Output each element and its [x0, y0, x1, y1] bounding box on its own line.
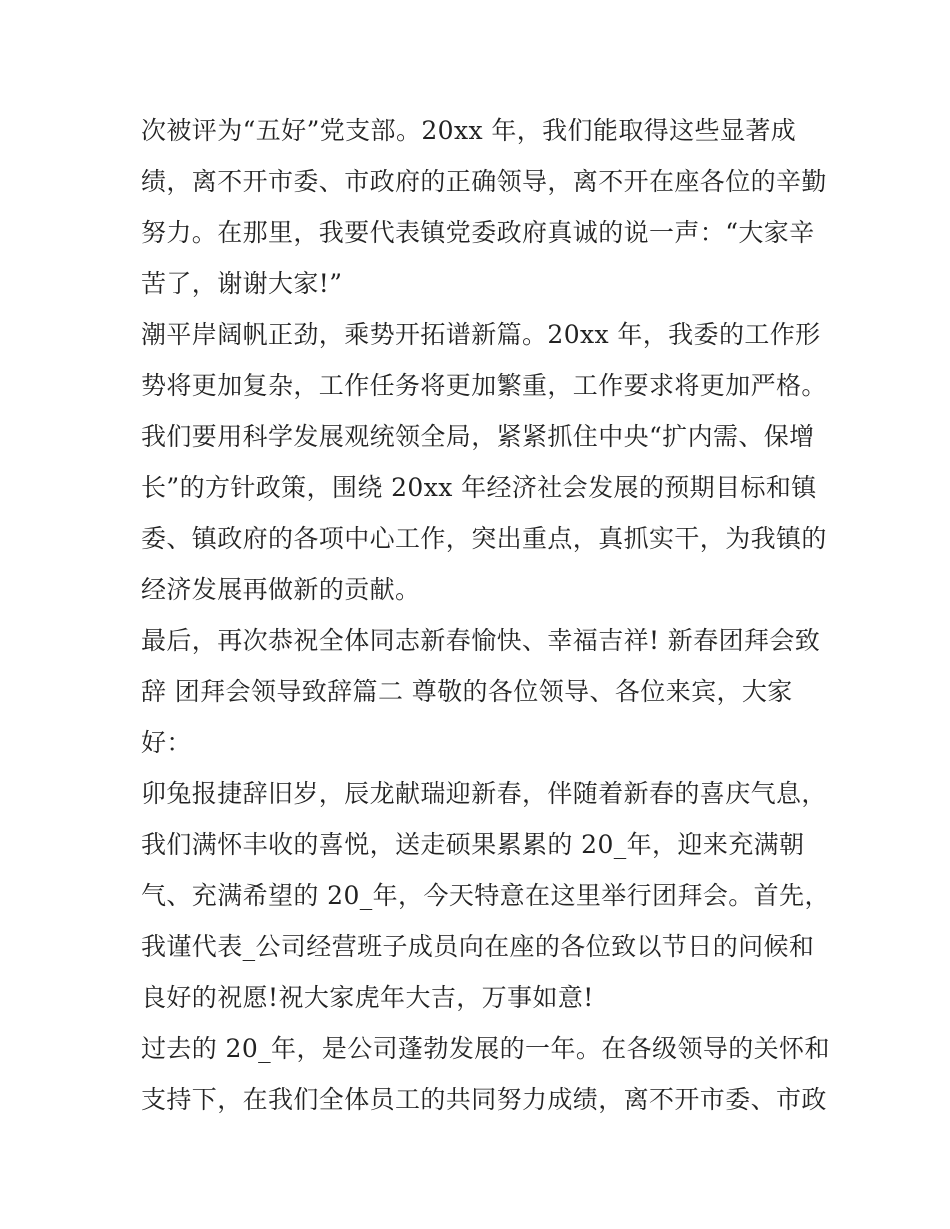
text-line: 卯兔报捷辞旧岁，辰龙献瑞迎新春，伴随着新春的喜庆气息， [141, 779, 827, 808]
text-line: 长”的方针政策，围绕 20xx 年经济社会发展的预期目标和镇 [141, 473, 817, 502]
text-line: 努力。在那里，我要代表镇党委政府真诚的说一声：“大家辛 [141, 218, 815, 247]
text-line: 良好的祝愿!祝大家虎年大吉，万事如意! [141, 983, 594, 1012]
text-line: 支持下，在我们全体员工的共同努力成绩，离不开市委、市政 [141, 1085, 827, 1114]
text-line: 气、充满希望的 20_年，今天特意在这里举行团拜会。首先， [141, 881, 830, 910]
text-line: 绩，离不开市委、市政府的正确领导，离不开在座各位的辛勤 [141, 167, 827, 196]
text-line: 过去的 20_年，是公司蓬勃发展的一年。在各级领导的关怀和 [141, 1034, 830, 1063]
text-line: 经济发展再做新的贡献。 [141, 575, 421, 604]
text-line: 我们要用科学发展观统领全局，紧紧抓住中央“扩内需、保增 [141, 422, 815, 451]
text-line: 委、镇政府的各项中心工作，突出重点，真抓实干，为我镇的 [141, 524, 827, 553]
text-line: 我们满怀丰收的喜悦，送走硕果累累的 20_年，迎来充满朝 [141, 830, 805, 859]
text-line: 势将更加复杂，工作任务将更加繁重，工作要求将更加严格。 [141, 371, 827, 400]
text-line: 潮平岸阔帆正劲，乘势开拓谱新篇。20xx 年，我委的工作形 [141, 320, 821, 349]
text-line: 最后，再次恭祝全体同志新春愉快、幸福吉祥! 新春团拜会致 [141, 626, 821, 655]
document-body [141, 105, 841, 1125]
text-line: 我谨代表_公司经营班子成员向在座的各位致以节日的问候和 [141, 932, 815, 961]
text-line: 苦了，谢谢大家!” [141, 269, 343, 298]
text-line: 好： [141, 728, 192, 757]
text-line: 辞 团拜会领导致辞篇二 尊敬的各位领导、各位来宾，大家 [141, 677, 793, 706]
text-line: 次被评为“五好”党支部。20xx 年，我们能取得这些显著成 [141, 116, 797, 145]
